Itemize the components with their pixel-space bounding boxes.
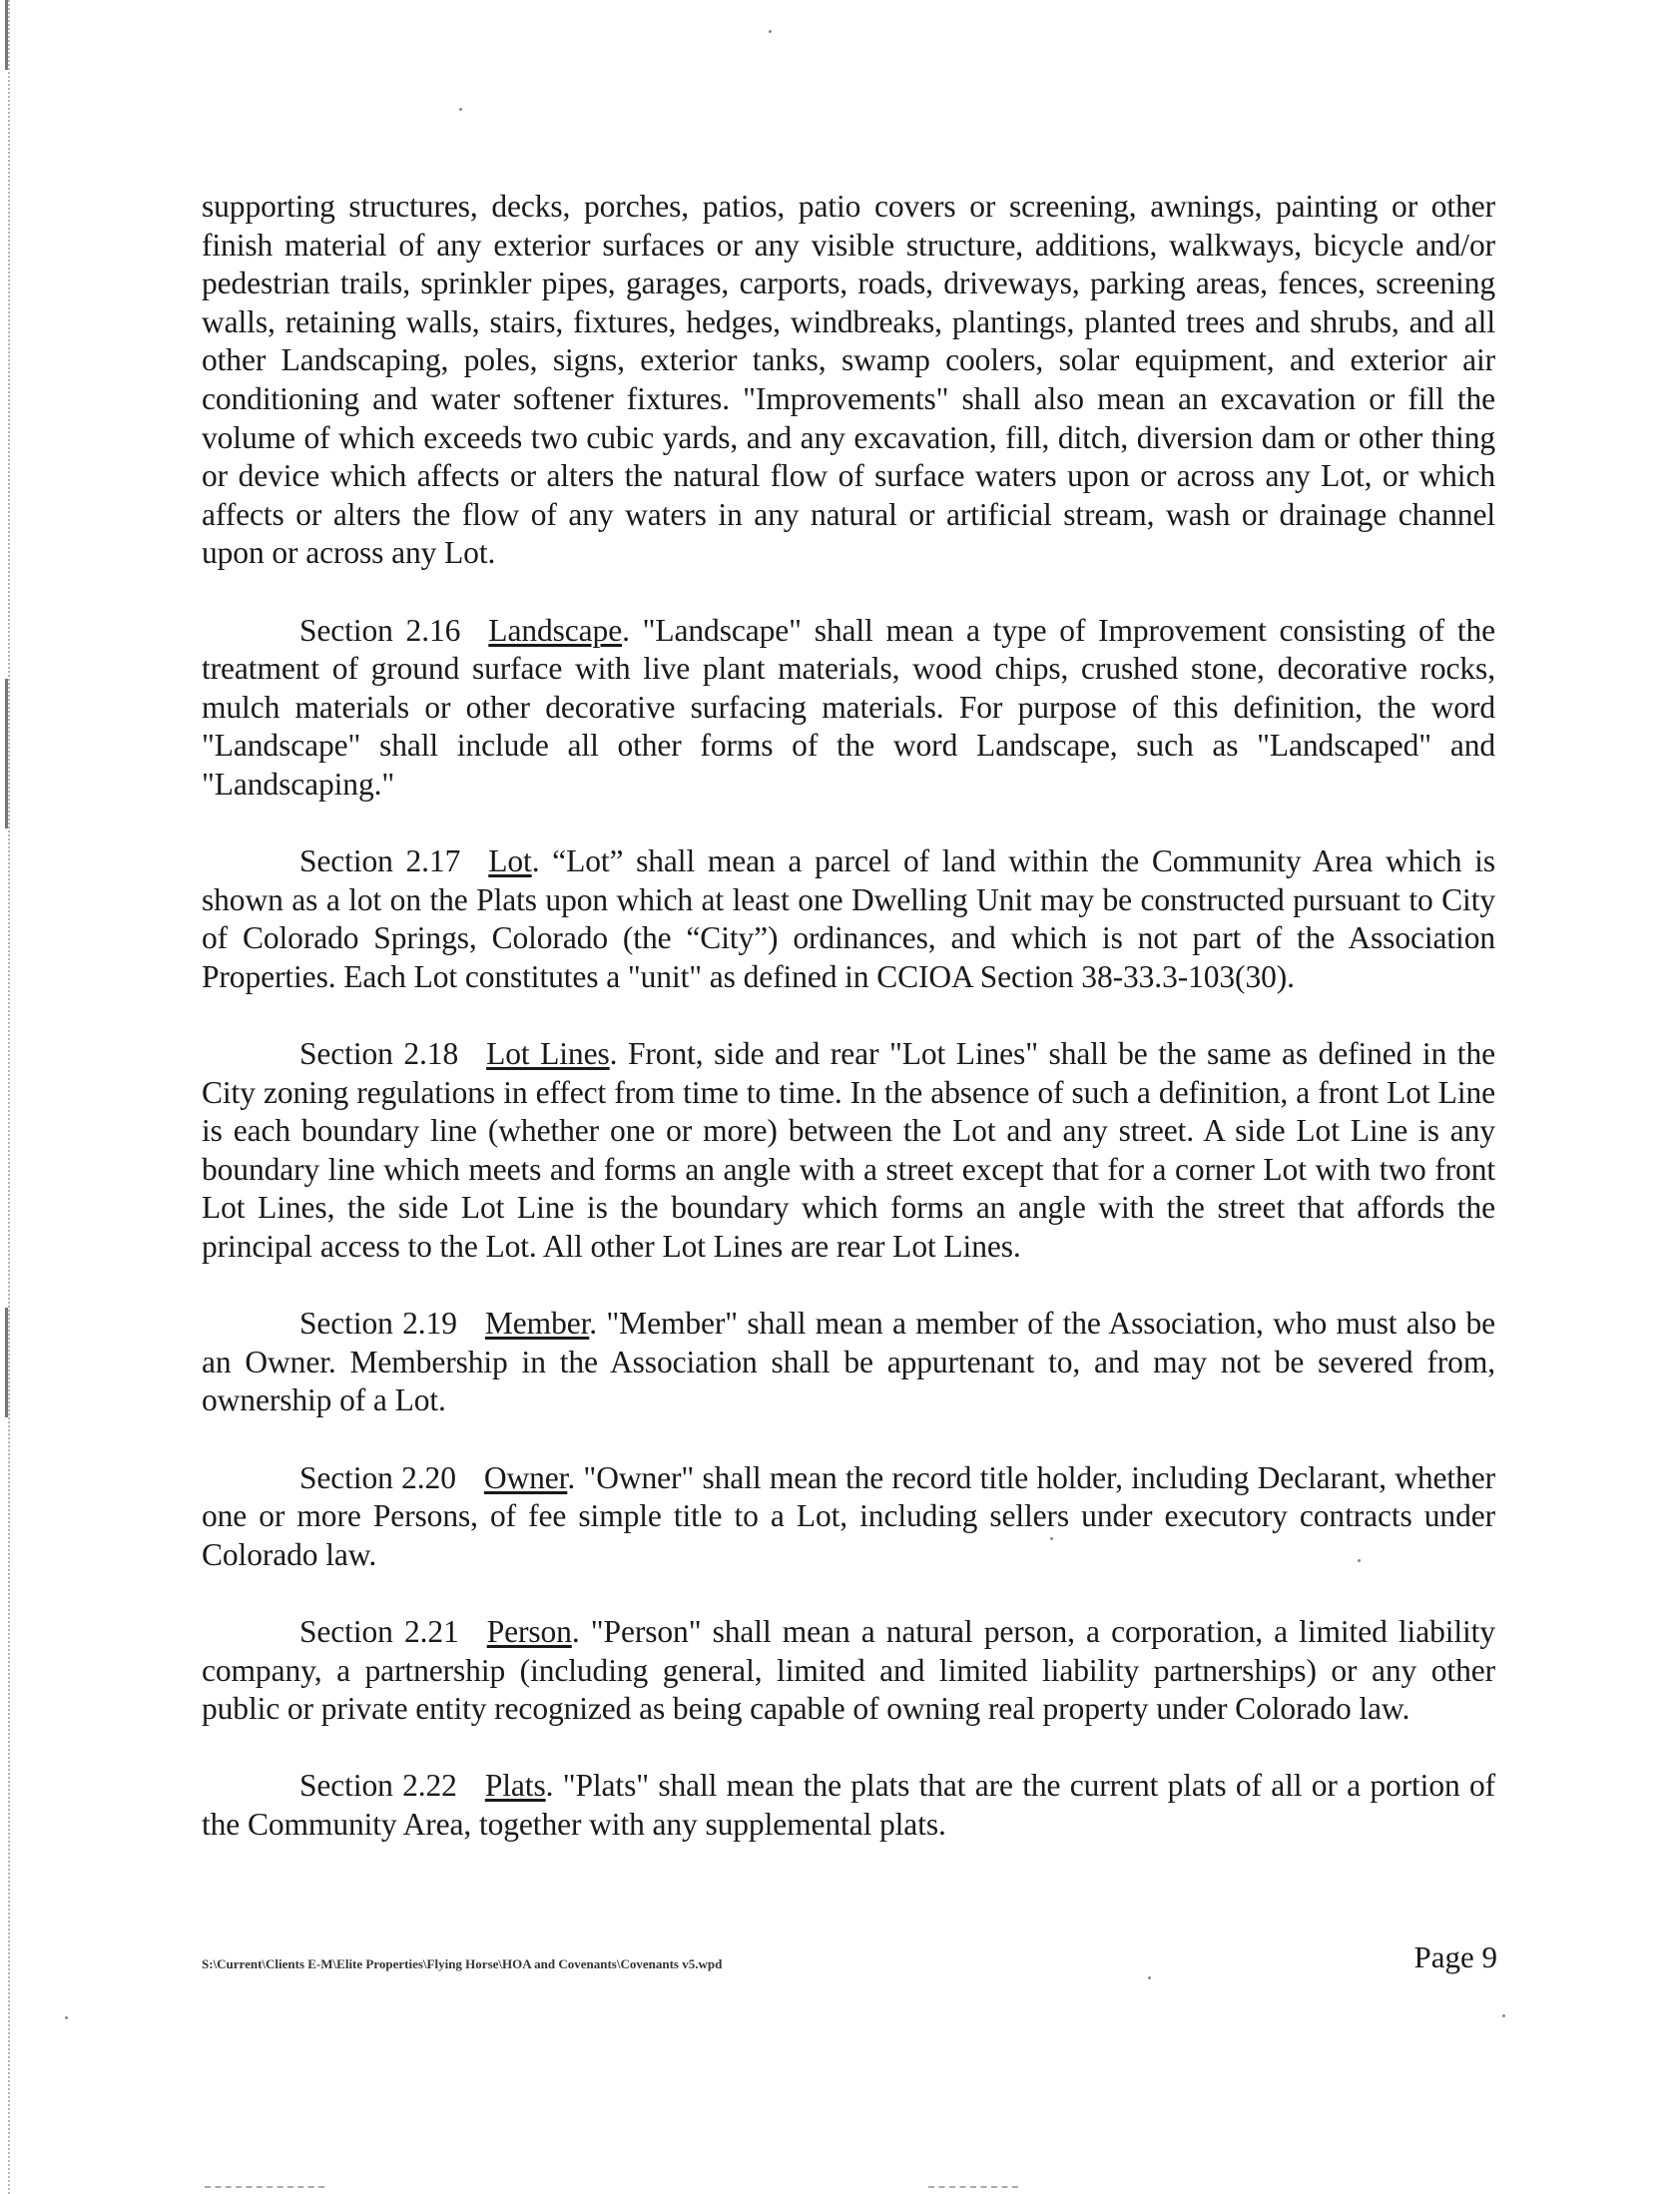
scan-speck: [459, 108, 462, 111]
section-term: Lot: [488, 843, 532, 879]
section-term: Member: [484, 1306, 590, 1342]
scan-edge-mark: [5, 679, 8, 828]
section-term: Lot Lines: [486, 1036, 610, 1072]
section-term: Person: [486, 1613, 572, 1649]
section-term: Landscape: [488, 612, 623, 648]
section-2-22: [202, 1767, 1495, 1844]
section-2-17: [202, 842, 1495, 996]
scan-speck: [1358, 1559, 1361, 1562]
scan-bottom-artifact: [205, 2186, 324, 2188]
scan-speck: [1502, 2014, 1505, 2017]
section-number: Section 2.22: [299, 1768, 457, 1804]
section-text: . “Lot” shall mean a parcel of land within the Community Area which is shown as a lot on the Plats upon which at least one Dwelling Unit may be constructed pursuant to City of Colorado Springs, Colorado (the “City”) ordinances, and which is not part of the Association Properties. Each Lot constitutes a "unit" as defined in CCIOA Section 38-33.3-103(30).: [202, 843, 1495, 994]
scan-bottom-artifact: [928, 2186, 1018, 2188]
section-text: . "Plats" shall mean the plats that are the current plats of all or a portion of the Community Area, together with any supplemental plats.: [202, 1768, 1495, 1842]
section-text: . "Landscape" shall mean a type of Improvement consisting of the treatment of ground surface with live plant materials, wood chips, crushed stone, decorative rocks, mulch materials or other decorative surfacing materials. For purpose of this definition, the word "Landscape" shall include all other forms of the word Landscape, such as "Landscaped" and "Landscaping.": [202, 612, 1496, 802]
section-number: Section 2.16: [299, 612, 461, 648]
scan-speck: [1148, 1976, 1151, 1979]
scan-speck: [65, 2016, 68, 2019]
section-number: Section 2.18: [299, 1036, 459, 1072]
section-text: . "Owner" shall mean the record title holder, including Declarant, whether one or more Persons, of fee simple title to a Lot, including sellers under executory contracts under Colorado law.: [202, 1459, 1495, 1572]
scan-left-edge: [8, 0, 10, 2194]
intro-paragraph: supporting structures, decks, porches, patios, patio covers or screening, awnings, painting or other finish material of any exterior surfaces or any visible structure, additions, walkways, bicycle and/or pedestrian trails, sprinkler pipes, garages, carports, roads, driveways, parking areas, fences, screening walls, retaining walls, stairs, fixtures, hedges, windbreaks, plantings, planted trees and shrubs, and all other Landscaping, poles, signs, exterior tanks, swamp coolers, solar equipment, and exterior air conditioning and water softener fixtures. "Improvements" shall also mean an excavation or fill the volume of which exceeds two cubic yards, and any excavation, fill, ditch, diversion dam or other thing or device which affects or alters the natural flow of surface waters upon or across any Lot, or which affects or alters the flow of any waters in any natural or artificial stream, wash or drainage channel upon or across any Lot.: [202, 189, 1495, 571]
section-2-21: [202, 1613, 1495, 1729]
page-number: Page 9: [1413, 1939, 1497, 1974]
section-number: Section 2.20: [299, 1459, 456, 1495]
scan-speck: [1050, 1537, 1053, 1540]
section-term: Plats: [484, 1768, 546, 1804]
scan-edge-mark: [5, 1308, 8, 1417]
section-2-20: [202, 1459, 1495, 1575]
section-number: Section 2.19: [299, 1306, 457, 1342]
section-text: . "Person" shall mean a natural person, a corporation, a limited liability company, a partnership (including general, limited and limited liability partnerships) or any other public or private entity recognized as being capable of owning real property under Colorado law.: [202, 1613, 1495, 1727]
document-body: [202, 188, 1495, 1883]
section-term: Owner: [483, 1459, 568, 1495]
scan-speck: [769, 30, 772, 33]
section-2-19: [202, 1305, 1495, 1420]
section-2-18: [202, 1035, 1495, 1267]
section-text: . "Member" shall mean a member of the Association, who must also be an Owner. Membership in the Association shall be appurtenant to, and may not be severed from, ownership of a Lot.: [202, 1306, 1495, 1418]
section-2-16: [202, 612, 1495, 805]
section-text: . Front, side and rear "Lot Lines" shall be the same as defined in the City zoning regulations in effect from time to time. In the absence of such a definition, a front Lot Line is each boundary line (whether one or more) between the Lot and any street. A side Lot Line is any boundary line which meets and forms an angle with a street except that for a corner Lot with two front Lot Lines, the side Lot Line is the boundary which forms an angle with the street that affords the principal access to the Lot. All other Lot Lines are rear Lot Lines.: [202, 1036, 1495, 1265]
section-number: Section 2.21: [299, 1613, 459, 1649]
section-number: Section 2.17: [299, 843, 461, 879]
footer-file-path: S:\Current\Clients E-M\Elite Properties\Flying Horse\HOA and Covenants\Covenants v5.wpd: [202, 1956, 723, 1971]
scan-edge-mark: [5, 0, 8, 70]
